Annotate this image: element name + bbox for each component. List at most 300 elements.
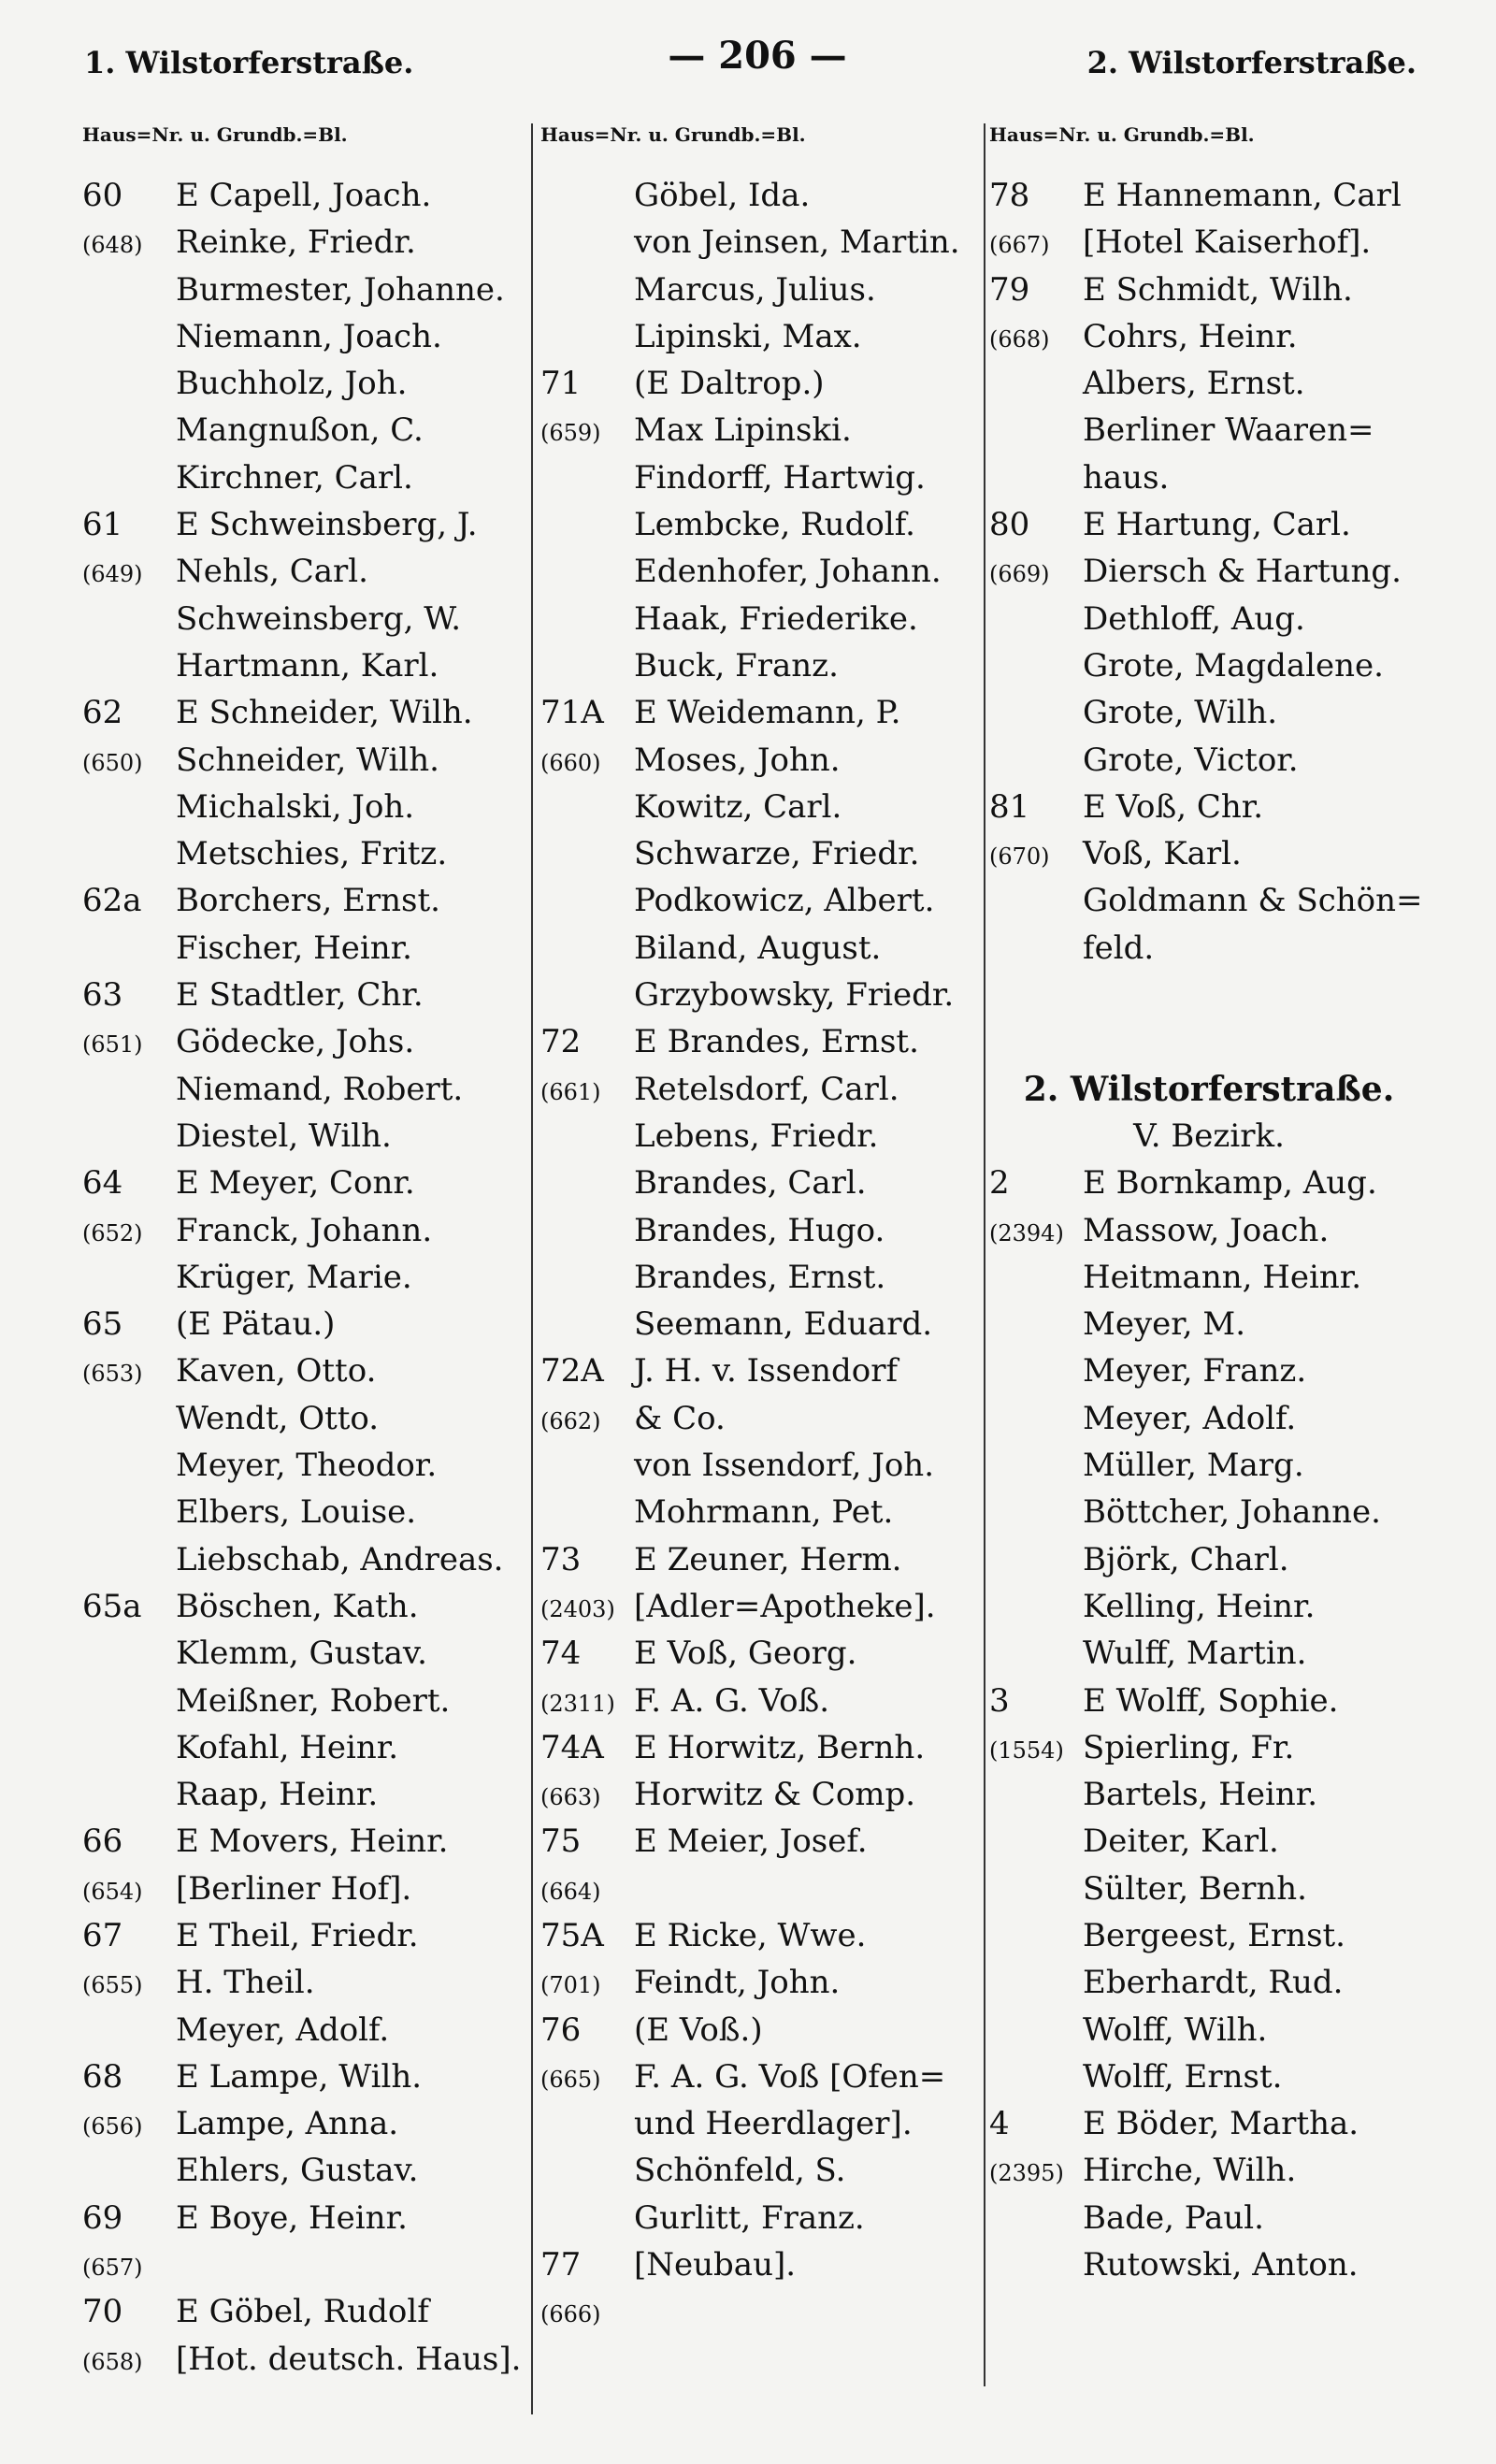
house-number: (2403): [540, 1595, 615, 1622]
resident-name: E Böder, Martha.: [1083, 2105, 1359, 2143]
resident-name: Sülter, Bernh.: [1083, 1869, 1307, 1908]
directory-entry: [82, 454, 531, 501]
column-head: Haus=Nr. u. Grundb.=Bl.: [989, 123, 1255, 146]
resident-name: und Heerdlager].: [634, 2105, 913, 2143]
resident-name: Cohrs, Heinr.: [1083, 317, 1298, 355]
resident-name: E Wolff, Sophie.: [1083, 1681, 1339, 1720]
directory-entry: [989, 407, 1429, 454]
resident-name: [Berliner Hof].: [176, 1869, 412, 1908]
directory-entry: [82, 1583, 531, 1630]
house-number: 73: [540, 1540, 582, 1578]
directory-entry: [989, 1866, 1429, 1912]
resident-name: Podkowicz, Albert.: [634, 882, 935, 920]
resident-name: Moses, John.: [634, 741, 841, 779]
column-1: [82, 123, 531, 2383]
directory-entry: [540, 1160, 982, 1206]
house-number: (652): [82, 1219, 143, 1246]
directory-entry: [989, 267, 1429, 313]
directory-entry: [82, 1207, 531, 1254]
house-number: (649): [82, 561, 143, 588]
directory-entry: [989, 2195, 1429, 2241]
resident-name: Borchers, Ernst.: [176, 882, 440, 920]
resident-name: Grote, Magdalene.: [1083, 646, 1384, 684]
resident-name: Gödecke, Johs.: [176, 1023, 415, 1061]
resident-name: E Schneider, Wilh.: [176, 694, 473, 732]
resident-name: Hartmann, Karl.: [176, 646, 439, 684]
resident-name: [Hot. deutsch. Haus].: [176, 2340, 522, 2378]
directory-entry: [82, 172, 531, 219]
directory-entry: [540, 689, 982, 736]
resident-name: Elbers, Louise.: [176, 1493, 417, 1532]
house-number: 75: [540, 1823, 582, 1861]
directory-entry: [82, 1771, 531, 1818]
resident-name: Massow, Joach.: [1083, 1211, 1330, 1249]
column-3: [989, 123, 1429, 2288]
directory-entry: [540, 877, 982, 924]
directory-entry: [989, 596, 1429, 642]
directory-entry: [540, 1583, 982, 1630]
directory-entry: [540, 925, 982, 972]
directory-entry: [989, 1254, 1429, 1301]
directory-entry: [540, 972, 982, 1018]
house-number: 79: [989, 270, 1030, 309]
directory-entry: [540, 642, 982, 689]
directory-entry: [989, 1489, 1429, 1535]
directory-entry: [82, 689, 531, 736]
resident-name: Meyer, M.: [1083, 1305, 1246, 1344]
house-number: 60: [82, 177, 123, 214]
resident-name: Niemand, Robert.: [176, 1070, 464, 1108]
directory-entry: [540, 1018, 982, 1065]
resident-name: Horwitz & Comp.: [634, 1776, 916, 1814]
resident-name: E Movers, Heinr.: [176, 1823, 449, 1861]
directory-entry: [82, 501, 531, 548]
directory-entry: [82, 1489, 531, 1535]
directory-entry: [82, 2241, 531, 2288]
directory-entry: [82, 784, 531, 830]
column-divider: [984, 123, 985, 2386]
directory-entry: [989, 1630, 1429, 1677]
resident-name: Schweinsberg, W.: [176, 599, 462, 638]
house-number: 68: [82, 2057, 123, 2096]
directory-entry: [540, 1113, 982, 1160]
directory-entry: [540, 1959, 982, 2006]
house-number: (667): [989, 232, 1050, 259]
resident-name: Edenhofer, Johann.: [634, 553, 942, 591]
directory-entry: [989, 2241, 1429, 2288]
resident-name: E Hartung, Carl.: [1083, 506, 1351, 544]
directory-entry: [82, 1347, 531, 1394]
resident-name: Franck, Johann.: [176, 1211, 433, 1249]
directory-entry: [540, 1818, 982, 1865]
directory-entry: [989, 1347, 1429, 1394]
directory-entry: [989, 1207, 1429, 1254]
resident-name: [Hotel Kaiserhof].: [1083, 223, 1372, 262]
resident-name: Lebens, Friedr.: [634, 1117, 879, 1155]
directory-entry: [989, 2053, 1429, 2100]
directory-entry: [540, 2007, 982, 2053]
directory-entry: [989, 925, 1429, 972]
resident-name: F. A. G. Voß.: [634, 1681, 830, 1720]
directory-entry: [82, 877, 531, 924]
resident-name: Bartels, Heinr.: [1083, 1776, 1318, 1814]
directory-entry: [82, 313, 531, 360]
section-title: 2. Wilstorferstraße.: [1023, 1069, 1395, 1109]
resident-name: Schönfeld, S.: [634, 2152, 846, 2190]
directory-entry: [82, 1442, 531, 1489]
directory-entry: [989, 360, 1429, 407]
directory-entry: [82, 1959, 531, 2006]
house-number: 64: [82, 1164, 123, 1203]
directory-entry: [82, 1678, 531, 1724]
house-number: (663): [540, 1784, 601, 1811]
house-number: (655): [82, 1972, 143, 1999]
resident-name: Buck, Franz.: [634, 646, 839, 684]
house-number: 80: [989, 506, 1030, 544]
house-number: (666): [540, 2301, 601, 2328]
directory-entry: [82, 2336, 531, 2383]
resident-name: Mohrmann, Pet.: [634, 1493, 894, 1532]
resident-name: E Zeuner, Herm.: [634, 1540, 902, 1578]
resident-name: von Issendorf, Joh.: [634, 1447, 935, 1485]
house-number: (670): [989, 843, 1050, 871]
directory-entry: [540, 2241, 982, 2288]
directory-entry: [540, 2147, 982, 2194]
directory-entry: [989, 784, 1429, 830]
resident-name: E Lampe, Wilh.: [176, 2057, 423, 2096]
resident-name: E Schweinsberg, J.: [176, 506, 478, 544]
directory-entry: [82, 1018, 531, 1065]
directory-entry: [989, 1818, 1429, 1865]
directory-entry: [540, 1347, 982, 1394]
house-number: 75A: [540, 1916, 604, 1954]
resident-name: Biland, August.: [634, 929, 882, 967]
resident-name: E Brandes, Ernst.: [634, 1023, 919, 1061]
resident-name: Meyer, Adolf.: [1083, 1399, 1297, 1437]
resident-name: Meyer, Franz.: [1083, 1352, 1307, 1391]
house-number: 61: [82, 506, 123, 544]
resident-name: E Stadtler, Chr.: [176, 976, 424, 1015]
directory-entry: [540, 313, 982, 360]
directory-entry: [82, 2147, 531, 2194]
resident-name: Klemm, Gustav.: [176, 1635, 427, 1673]
directory-entry: [989, 877, 1429, 924]
directory-entry: [82, 360, 531, 407]
directory-entry: [540, 172, 982, 219]
resident-name: F. A. G. Voß [Ofen=: [634, 2057, 946, 2096]
resident-name: Marcus, Julius.: [634, 270, 876, 309]
house-number: (1554): [989, 1736, 1064, 1764]
resident-name: E Weidemann, P.: [634, 694, 901, 732]
resident-name: Raap, Heinr.: [176, 1776, 379, 1814]
resident-name: Schneider, Wilh.: [176, 741, 439, 779]
directory-entry: [540, 1630, 982, 1677]
resident-name: Hirche, Wilh.: [1083, 2152, 1297, 2190]
directory-entry: [540, 784, 982, 830]
house-number: 71A: [540, 694, 604, 732]
directory-entry: [989, 313, 1429, 360]
directory-entry: [82, 1866, 531, 1912]
resident-name: Retelsdorf, Carl.: [634, 1070, 899, 1108]
resident-name: feld.: [1083, 929, 1155, 967]
resident-name: Kirchner, Carl.: [176, 458, 413, 497]
house-number: 74A: [540, 1728, 604, 1766]
section-subtitle: V. Bezirk.: [1133, 1117, 1285, 1155]
house-number: (668): [989, 325, 1050, 353]
directory-entry: [540, 407, 982, 454]
header-right: 2. Wilstorferstraße.: [1086, 45, 1417, 80]
directory-entry: [82, 219, 531, 266]
directory-entry: [540, 2288, 982, 2335]
resident-name: Fischer, Heinr.: [176, 929, 412, 967]
resident-name: (E Pätau.): [176, 1305, 336, 1344]
house-number: (701): [540, 1972, 601, 1999]
resident-name: Dethloff, Aug.: [1083, 599, 1305, 638]
directory-entry: [540, 1536, 982, 1583]
directory-entry: [540, 1866, 982, 1912]
resident-name: Haak, Friederike.: [634, 599, 918, 638]
directory-entry: [989, 1959, 1429, 2006]
house-number: (2311): [540, 1690, 615, 1717]
resident-name: Meißner, Robert.: [176, 1681, 451, 1720]
directory-entry: [989, 172, 1429, 219]
house-number: (650): [82, 749, 143, 776]
resident-name: Diersch & Hartung.: [1083, 553, 1402, 591]
resident-name: E Voß, Chr.: [1083, 787, 1264, 826]
resident-name: E Meier, Josef.: [634, 1823, 868, 1861]
house-number: (653): [82, 1361, 143, 1388]
directory-entry: [540, 1395, 982, 1442]
resident-name: [Adler=Apotheke].: [634, 1587, 936, 1625]
column-2: [540, 123, 982, 2336]
resident-name: Krüger, Marie.: [176, 1258, 412, 1296]
house-number: (657): [82, 2255, 143, 2282]
house-number: 69: [82, 2198, 123, 2237]
directory-entry: [540, 1442, 982, 1489]
directory-entry: [82, 2053, 531, 2100]
directory-entry: [540, 2195, 982, 2241]
resident-name: Brandes, Hugo.: [634, 1211, 885, 1249]
directory-entry: [82, 1254, 531, 1301]
house-number: (656): [82, 2113, 143, 2140]
directory-entry: [540, 1678, 982, 1724]
resident-name: E Hannemann, Carl: [1083, 177, 1402, 214]
resident-name: Wulff, Martin.: [1083, 1635, 1307, 1673]
resident-name: Diestel, Wilh.: [176, 1117, 392, 1155]
resident-name: E Theil, Friedr.: [176, 1916, 419, 1954]
resident-name: Ehlers, Gustav.: [176, 2152, 419, 2190]
resident-name: Kaven, Otto.: [176, 1352, 377, 1391]
directory-entry: [82, 1113, 531, 1160]
resident-name: Seemann, Eduard.: [634, 1305, 933, 1344]
resident-name: Deiter, Karl.: [1083, 1823, 1279, 1861]
resident-name: Metschies, Fritz.: [176, 835, 448, 873]
directory-entry: [989, 548, 1429, 595]
directory-entry: [540, 596, 982, 642]
directory-entry: [82, 548, 531, 595]
directory-entry: [82, 2007, 531, 2053]
directory-entry: [540, 219, 982, 266]
directory-entry: [989, 219, 1429, 266]
directory-entry: [82, 1160, 531, 1206]
directory-entry: [989, 830, 1429, 877]
resident-name: [Neubau].: [634, 2246, 797, 2284]
directory-entry: [82, 1536, 531, 1583]
house-number: 2: [989, 1164, 1010, 1203]
directory-entry: [989, 1395, 1429, 1442]
header-left: 1. Wilstorferstraße.: [84, 45, 414, 80]
house-number: 74: [540, 1635, 582, 1673]
house-number: (2395): [989, 2160, 1064, 2187]
directory-entry: [989, 642, 1429, 689]
resident-name: Müller, Marg.: [1083, 1447, 1304, 1485]
resident-name: E Voß, Georg.: [634, 1635, 857, 1673]
directory-entry: [989, 1301, 1429, 1347]
directory-entry: [989, 1912, 1429, 1959]
house-number: 67: [82, 1916, 123, 1954]
resident-name: H. Theil.: [176, 1964, 315, 2002]
directory-entry: [540, 1301, 982, 1347]
resident-name: Göbel, Ida.: [634, 177, 811, 214]
house-number: (648): [82, 232, 143, 259]
directory-entry: [540, 2053, 982, 2100]
directory-entry: [82, 2195, 531, 2241]
house-number: 72: [540, 1023, 582, 1061]
directory-entry: [82, 1818, 531, 1865]
resident-name: Böttcher, Johanne.: [1083, 1493, 1381, 1532]
directory-entry: [82, 830, 531, 877]
resident-name: Heitmann, Heinr.: [1083, 1258, 1362, 1296]
resident-name: Reinke, Friedr.: [176, 223, 416, 262]
directory-entry: [82, 1395, 531, 1442]
directory-entry: [82, 1301, 531, 1347]
resident-name: Meyer, Adolf.: [176, 2010, 390, 2049]
resident-name: Eberhardt, Rud.: [1083, 1964, 1344, 2002]
resident-name: J. H. v. Issendorf: [634, 1352, 899, 1391]
directory-entry: [540, 501, 982, 548]
house-number: (658): [82, 2348, 143, 2375]
directory-entry: [540, 548, 982, 595]
resident-name: Niemann, Joach.: [176, 317, 442, 355]
house-number: 76: [540, 2010, 582, 2049]
resident-name: E Boye, Heinr.: [176, 2198, 408, 2237]
resident-name: Kelling, Heinr.: [1083, 1587, 1316, 1625]
resident-name: Feindt, John.: [634, 1964, 841, 2002]
resident-name: von Jeinsen, Martin.: [634, 223, 960, 262]
directory-entry: [82, 1630, 531, 1677]
resident-name: Nehls, Carl.: [176, 553, 368, 591]
directory-entry: [540, 1207, 982, 1254]
resident-name: Wendt, Otto.: [176, 1399, 380, 1437]
column-head: Haus=Nr. u. Grundb.=Bl.: [82, 123, 348, 146]
resident-name: (E Daltrop.): [634, 365, 825, 403]
house-number: (660): [540, 749, 601, 776]
resident-name: Böschen, Kath.: [176, 1587, 419, 1625]
resident-name: Wolff, Wilh.: [1083, 2010, 1268, 2049]
resident-name: Kofahl, Heinr.: [176, 1728, 399, 1766]
house-number: (2394): [989, 1219, 1064, 1246]
directory-entry: [540, 1489, 982, 1535]
resident-name: Lipinski, Max.: [634, 317, 862, 355]
directory-entry: [989, 1771, 1429, 1818]
directory-entry: [82, 2288, 531, 2335]
resident-name: haus.: [1083, 458, 1170, 497]
directory-entry: [540, 1066, 982, 1113]
directory-entry: [82, 1066, 531, 1113]
resident-name: E Horwitz, Bernh.: [634, 1728, 926, 1766]
directory-entry: [82, 2100, 531, 2147]
directory-entry: [989, 1678, 1429, 1724]
house-number: 77: [540, 2246, 582, 2284]
directory-entry: [989, 1724, 1429, 1771]
column-head: Haus=Nr. u. Grundb.=Bl.: [540, 123, 806, 146]
resident-name: Grote, Wilh.: [1083, 694, 1278, 732]
resident-name: Mangnußon, C.: [176, 411, 424, 450]
directory-entry: [540, 830, 982, 877]
house-number: 71: [540, 365, 582, 403]
house-number: 72A: [540, 1352, 604, 1391]
house-number: (654): [82, 1878, 143, 1905]
resident-name: (E Voß.): [634, 2010, 763, 2049]
directory-entry: [989, 737, 1429, 784]
directory-entry: [540, 267, 982, 313]
directory-entry: [540, 737, 982, 784]
resident-name: Gurlitt, Franz.: [634, 2198, 865, 2237]
house-number: 62a: [82, 882, 142, 920]
column-divider: [531, 123, 533, 2414]
directory-entry: [82, 1724, 531, 1771]
directory-entry: [82, 737, 531, 784]
directory-entry: [540, 2100, 982, 2147]
house-number: 66: [82, 1823, 123, 1861]
directory-entry: [989, 2147, 1429, 2194]
house-number: 62: [82, 694, 123, 732]
directory-entry: [989, 1583, 1429, 1630]
directory-entry: [540, 1912, 982, 1959]
resident-name: Lampe, Anna.: [176, 2105, 399, 2143]
resident-name: Kowitz, Carl.: [634, 787, 842, 826]
house-number: 70: [82, 2293, 123, 2331]
directory-entry: [82, 972, 531, 1018]
house-number: 78: [989, 177, 1030, 214]
directory-entry: [540, 360, 982, 407]
house-number: 81: [989, 787, 1030, 826]
house-number: 63: [82, 976, 123, 1015]
resident-name: Buchholz, Joh.: [176, 365, 408, 403]
resident-name: Spierling, Fr.: [1083, 1728, 1295, 1766]
resident-name: & Co.: [634, 1399, 726, 1437]
resident-name: Berliner Waaren=: [1083, 411, 1374, 450]
directory-entry: [82, 1912, 531, 1959]
directory-entry: [989, 1536, 1429, 1583]
resident-name: Bergeest, Ernst.: [1083, 1916, 1345, 1954]
resident-name: Meyer, Theodor.: [176, 1447, 438, 1485]
resident-name: E Schmidt, Wilh.: [1083, 270, 1353, 309]
house-number: (664): [540, 1878, 601, 1905]
house-number: 65a: [82, 1587, 142, 1625]
resident-name: Bade, Paul.: [1083, 2198, 1264, 2237]
house-number: (665): [540, 2066, 601, 2093]
directory-entry: [540, 1724, 982, 1771]
resident-name: Albers, Ernst.: [1083, 365, 1305, 403]
resident-name: Goldmann & Schön=: [1083, 882, 1423, 920]
directory-entry: [82, 407, 531, 454]
resident-name: Grote, Victor.: [1083, 741, 1299, 779]
resident-name: Brandes, Ernst.: [634, 1258, 886, 1296]
resident-name: Brandes, Carl.: [634, 1164, 867, 1203]
house-number: (659): [540, 420, 601, 447]
resident-name: Rutowski, Anton.: [1083, 2246, 1359, 2284]
